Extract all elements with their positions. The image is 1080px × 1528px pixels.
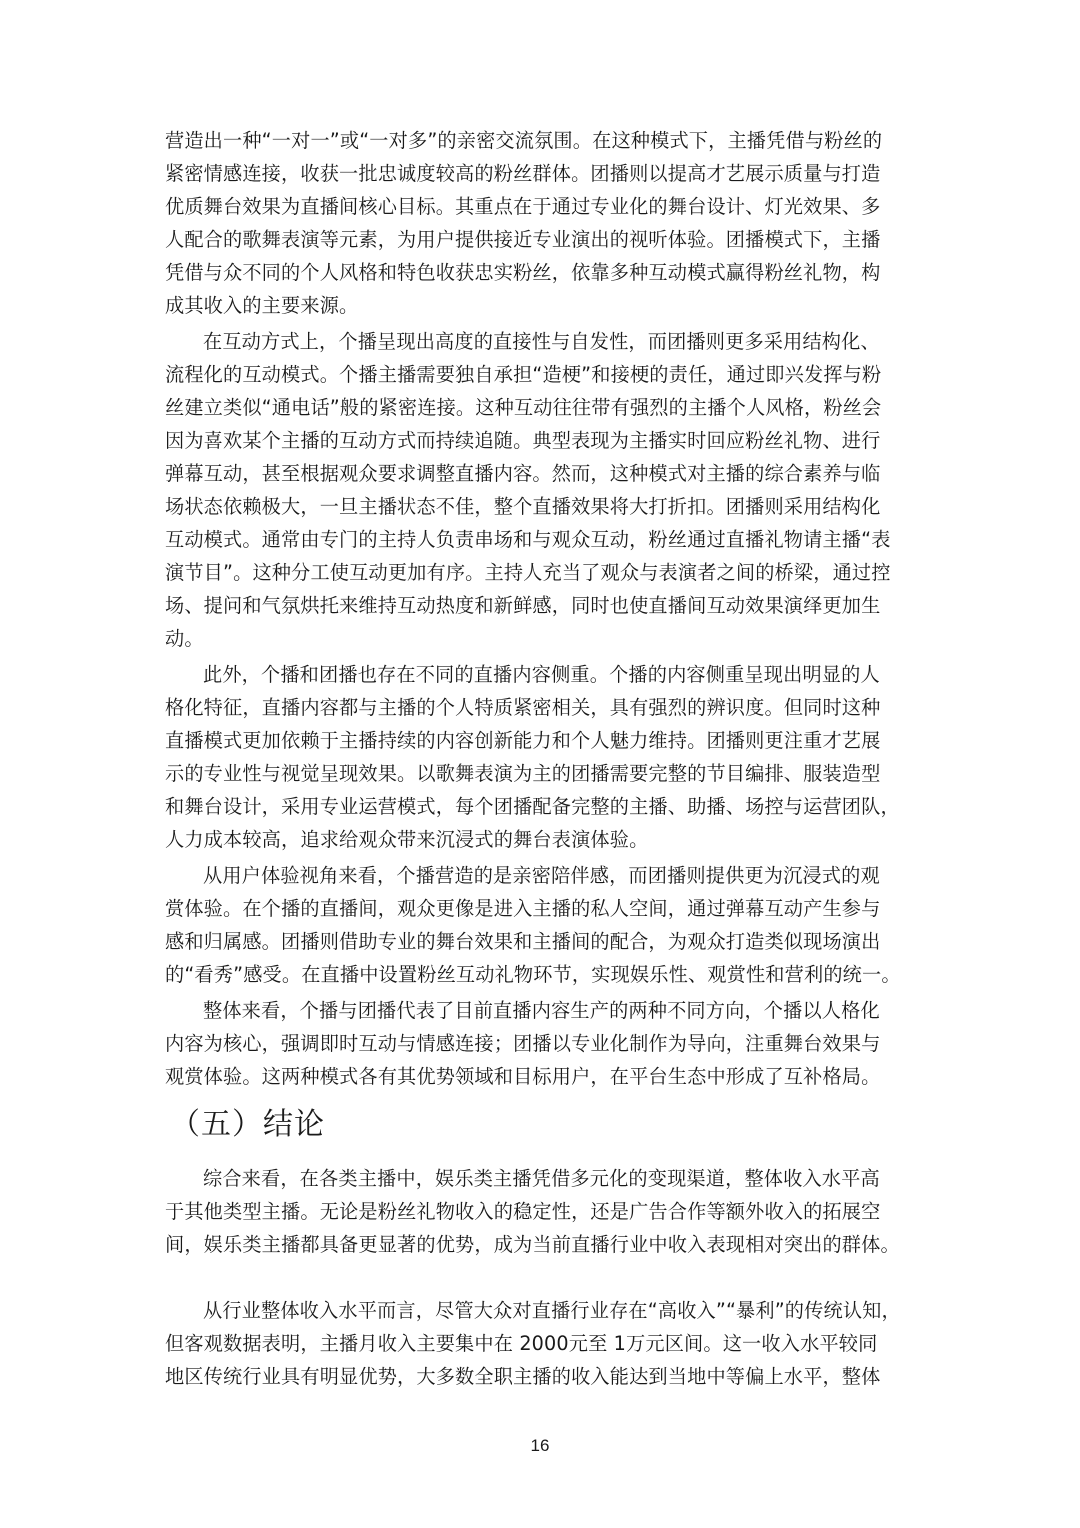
paragraph-6-line: 间，娱乐类主播都具备更显著的优势，成为当前直播行业中收入表现相对突出的群体。 [165,1233,900,1256]
paragraph-1-line: 成其收入的主要来源。 [165,294,359,317]
paragraph-1-line: 凭借与众不同的个人风格和特色收获忠实粉丝，依靠多种互动模式赢得粉丝礼物，构 [165,261,881,284]
paragraph-4-line: 感和归属感。团播则借助专业的舞台效果和主播间的配合，为观众打造类似现场演出 [165,930,881,953]
paragraph-3-line: 示的专业性与视觉呈现效果。以歌舞表演为主的团播需要完整的节目编排、服装造型 [165,762,881,785]
paragraph-2-line: 场、提问和气氛烘托来维持互动热度和新鲜感，同时也使直播间互动效果演绎更加生 [165,594,881,617]
paragraph-2-line: 演节目”。这种分工使互动更加有序。主持人充当了观众与表演者之间的桥梁，通过控 [165,561,891,584]
paragraph-6-line: 于其他类型主播。无论是粉丝礼物收入的稳定性，还是广告合作等额外收入的拓展空 [165,1200,881,1223]
paragraph-4-line: 的“看秀”感受。在直播中设置粉丝互动礼物环节，实现娱乐性、观赏性和营利的统一。 [165,963,901,986]
paragraph-5-line: 整体来看，个播与团播代表了目前直播内容生产的两种不同方向，个播以人格化 [203,999,880,1022]
paragraph-5-line: 内容为核心，强调即时互动与情感连接；团播以专业化制作为导向，注重舞台效果与 [165,1032,881,1055]
paragraph-1-line: 优质舞台效果为直播间核心目标。其重点在于通过专业化的舞台设计、灯光效果、多 [165,195,881,218]
paragraph-4-line: 赏体验。在个播的直播间，观众更像是进入主播的私人空间，通过弹幕互动产生参与 [165,897,881,920]
paragraph-7-line: 地区传统行业具有明显优势，大多数全职主播的收入能达到当地中等偏上水平，整体 [165,1365,881,1388]
paragraph-6-line: 综合来看，在各类主播中，娱乐类主播凭借多元化的变现渠道，整体收入水平高 [203,1167,880,1190]
paragraph-2-line: 场状态依赖极大，一旦主播状态不佳，整个直播效果将大打折扣。团播则采用结构化 [165,495,881,518]
paragraph-3-line: 此外，个播和团播也存在不同的直播内容侧重。个播的内容侧重呈现出明显的人 [203,663,880,686]
section-heading: （五）结论 [170,1107,325,1142]
paragraph-1-line: 营造出一种“一对一”或“一对多”的亲密交流氛围。在这种模式下，主播凭借与粉丝的 [165,129,883,152]
paragraph-3-line: 直播模式更加依赖于主播持续的内容创新能力和个人魅力维持。团播则更注重才艺展 [165,729,881,752]
paragraph-2-line: 因为喜欢某个主播的互动方式而持续追随。典型表现为主播实时回应粉丝礼物、进行 [165,429,881,452]
paragraph-7-line: 但客观数据表明，主播月收入主要集中在 2000元至 1万元区间。这一收入水平较同 [165,1332,878,1355]
page-number: 16 [530,1436,550,1455]
paragraph-2-line: 丝建立类似“通电话”般的紧密连接。这种互动往往带有强烈的主播个人风格，粉丝会 [165,396,882,419]
paragraph-3-line: 格化特征，直播内容都与主播的个人特质紧密相关，具有强烈的辨识度。但同时这种 [165,696,881,719]
paragraph-7-line: 从行业整体收入水平而言，尽管大众对直播行业存在“高收入”“暴利”的传统认知， [203,1299,901,1322]
paragraph-2-line: 动。 [165,627,204,650]
paragraph-2-line: 互动模式。通常由专门的主持人负责串场和与观众互动，粉丝通过直播礼物请主播“表 [165,528,891,551]
paragraph-4-line: 从用户体验视角来看，个播营造的是亲密陪伴感，而团播则提供更为沉浸式的观 [203,864,880,887]
paragraph-2-line: 流程化的互动模式。个播主播需要独自承担“造梗”和接梗的责任，通过即兴发挥与粉 [165,363,882,386]
paragraph-3-line: 人力成本较高，追求给观众带来沉浸式的舞台表演体验。 [165,828,649,851]
paragraph-1-line: 紧密情感连接，收获一批忠诚度较高的粉丝群体。团播则以提高才艺展示质量与打造 [165,162,881,185]
paragraph-3-line: 和舞台设计，采用专业运营模式，每个团播配备完整的主播、助播、场控与运营团队， [165,795,900,818]
paragraph-2-line: 弹幕互动，甚至根据观众要求调整直播内容。然而，这种模式对主播的综合素养与临 [165,462,881,485]
paragraph-5-line: 观赏体验。这两种模式各有其优势领域和目标用户，在平台生态中形成了互补格局。 [165,1065,881,1088]
paragraph-1-line: 人配合的歌舞表演等元素，为用户提供接近专业演出的视听体验。团播模式下，主播 [165,228,881,251]
paragraph-2-line: 在互动方式上，个播呈现出高度的直接性与自发性，而团播则更多采用结构化、 [203,330,880,353]
